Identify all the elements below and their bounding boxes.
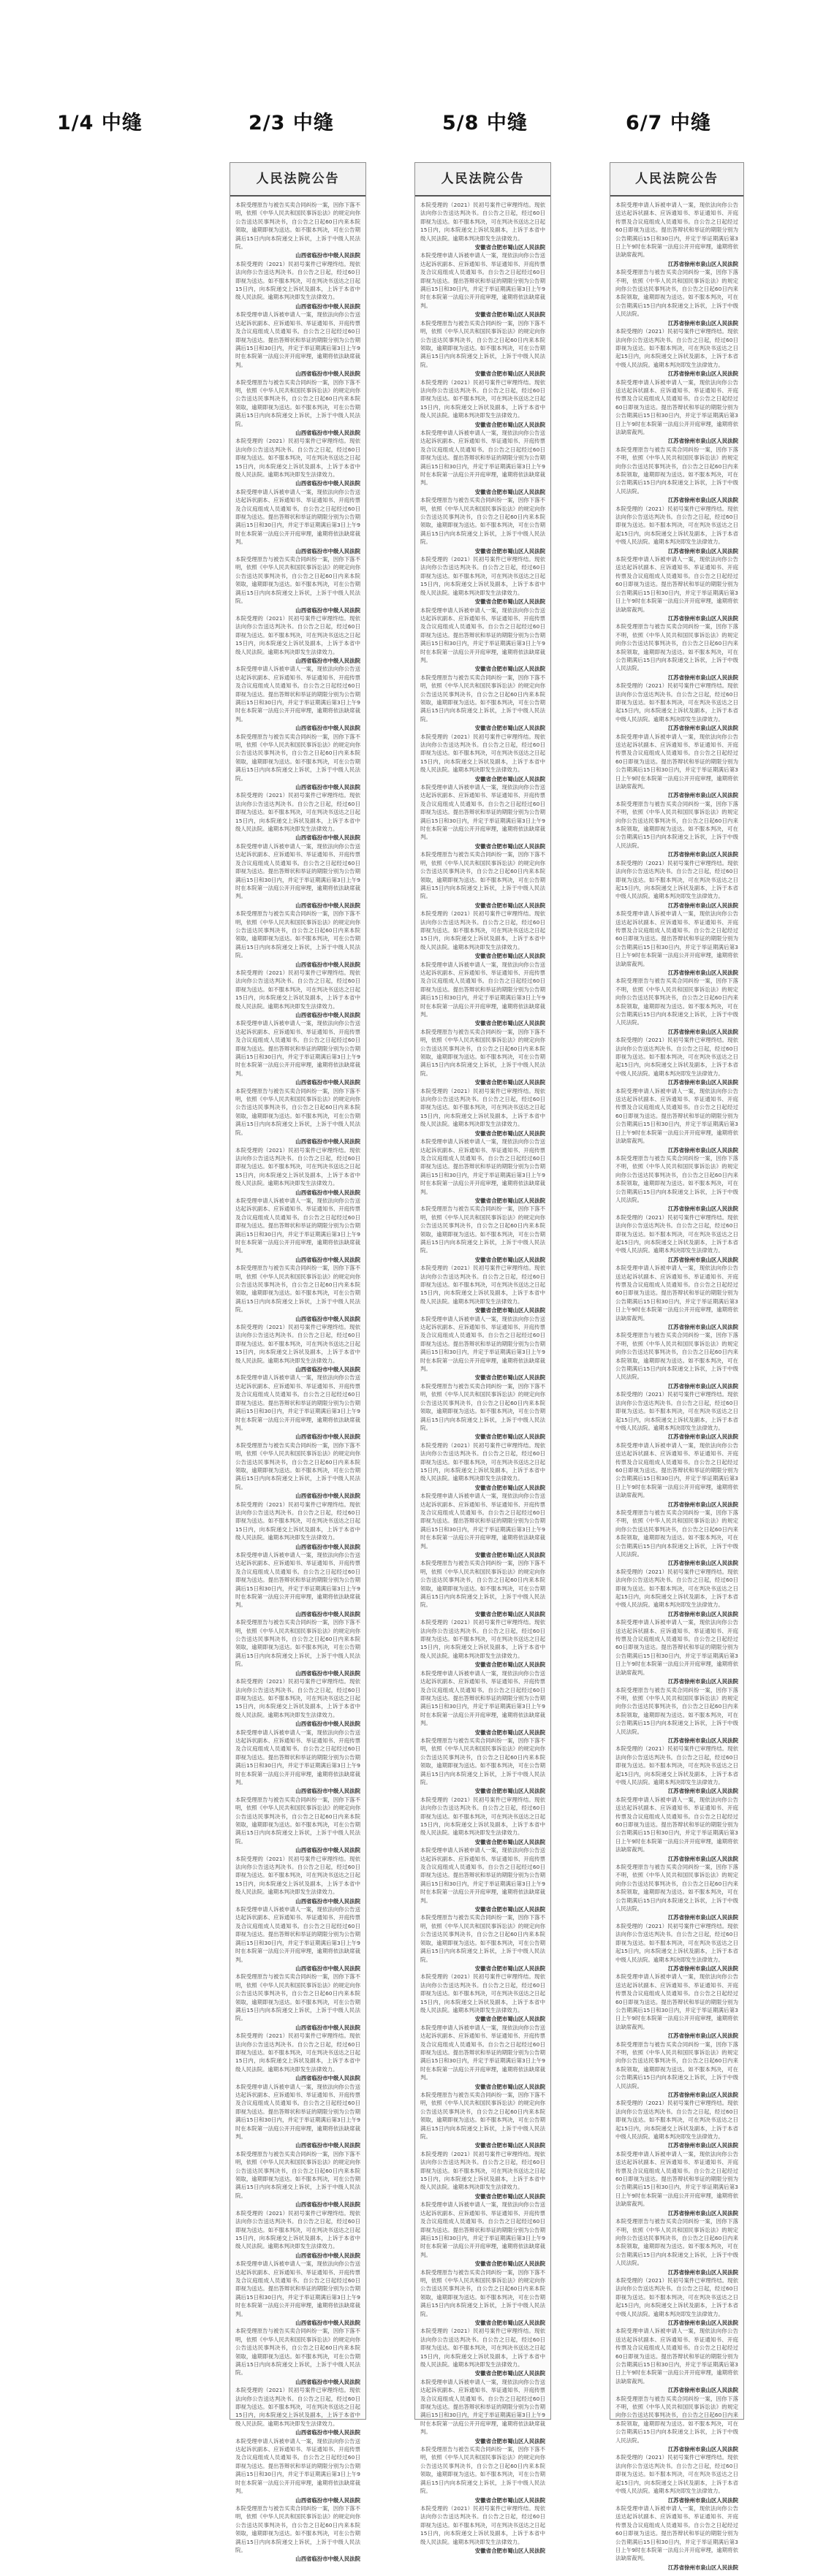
court-signature: 江苏省徐州市泉山区人民法院 xyxy=(667,2564,738,2571)
notice-entry: 本院受理原告与被告买卖合同纠纷一案，因你下落不明，依照《中华人民共和国民事诉讼法》的规定向你公告送达民事判决书，自公告之日起60日内来本院领取，逾期即视为送达。如不服本判决，可在公告期满后15日内向本院递交上诉状，上诉于中级人民法院。 xyxy=(235,1619,360,1668)
court-signature: 安徽省合肥市蜀山区人民法院 xyxy=(474,311,545,319)
court-signature: 山西省临汾市中级人民法院 xyxy=(295,1079,360,1086)
court-signature: 江苏省徐州市泉山区人民法院 xyxy=(667,1610,738,1617)
court-signature: 山西省临汾市中级人民法院 xyxy=(295,1897,360,1905)
notice-entry: 本院受理原告与被告买卖合同纠纷一案，因你下落不明，依照《中华人民共和国民事诉讼法》的规定向你公告送达民事判决书，自公告之日起60日内来本院领取，逾期即视为送达。如不服本判决，可在公告期满后15日内向本院递交上诉状，上诉于中级人民法院。 xyxy=(420,1205,545,1254)
court-signature: 安徽省合肥市蜀山区人民法院 xyxy=(474,1374,545,1382)
notice-entry: 本院受理原告与被告买卖合同纠纷一案，因你下落不明，依照《中华人民共和国民事诉讼法》的规定向你公告送达民事判决书，自公告之日起60日内来本院领取，逾期即视为送达。如不服本判决，可在公告期满后15日内向本院递交上诉状，上诉于中级人民法院。 xyxy=(615,2040,738,2089)
notice-entry: 本院受理申请人诉被申请人一案，现依法向你公告送达起诉状副本、应诉通知书、举证通知书、开庭传票及合议庭组成人员通知书。自公告之日起经过60日即视为送达。提出答辩状和举证的期限分别为公告期满后15日和30日内，并定于举证期满后第3日上午9时在本院第一法庭公开开庭审理，逾期将依法缺席裁判。 xyxy=(420,2378,545,2436)
court-signature: 山西省临汾市中级人民法院 xyxy=(295,1788,360,1795)
notice-entry: 本院受理的（2021）民初号案件已审理终结。现依法向你公告送达判决书。自公告之日起，经过60日即视为送达。如不服本判决，可在判决书送达之日起15日内，向本院递交上诉状及副本，上诉于本省中级人民法院。逾期本判决即发生法律效力。 xyxy=(235,2032,360,2073)
court-signature: 安徽省合肥市蜀山区人民法院 xyxy=(474,1965,545,1972)
court-signature: 江苏省徐州市泉山区人民法院 xyxy=(667,725,738,732)
notice-entry: 本院受理原告与被告买卖合同纠纷一案，因你下落不明，依照《中华人民共和国民事诉讼法》的规定向你公告送达民事判决书，自公告之日起60日内来本院领取，逾期即视为送达。如不服本判决，可在公告期满后15日内向本院递交上诉状，上诉于中级人民法院。 xyxy=(235,2150,360,2199)
notice-entry: 本院受理申请人诉被申请人一案，现依法向你公告送达起诉状副本、应诉通知书、举证通知书、开庭传票及合议庭组成人员通知书。自公告之日起经过60日即视为送达。提出答辩状和举证的期限分别为公告期满后15日和30日内，并定于举证期满后第3日上午9时在本院第一法庭公开开庭审理，逾期将依法缺席裁判。 xyxy=(235,1374,360,1431)
notice-entry: 本院受理的（2021）民初号案件已审理终结。现依法向你公告送达判决书。自公告之日起，经过60日即视为送达。如不服本判决，可在判决书送达之日起15日内，向本院递交上诉状及副本，上诉于本省中级人民法院。逾期本判决即发生法律效力。 xyxy=(420,378,545,419)
notice-entry: 本院受理原告与被告买卖合同纠纷一案，因你下落不明，依照《中华人民共和国民事诉讼法》的规定向你公告送达民事判决书，自公告之日起60日内来本院领取，逾期即视为送达。如不服本判决，可在公告期满后15日内向本院递交上诉状，上诉于中级人民法院。 xyxy=(420,2092,545,2141)
column-header: 人民法院公告 xyxy=(610,163,743,197)
notice-entry: 本院受理原告与被告买卖合同纠纷一案，因你下落不明，依照《中华人民共和国民事诉讼法》的规定向你公告送达民事判决书，自公告之日起60日内来本院领取，逾期即视为送达。如不服本判决，可在公告期满后15日内向本院递交上诉状，上诉于中级人民法院。 xyxy=(420,1382,545,1431)
notice-entry: 本院受理申请人诉被申请人一案，现依法向你公告送达起诉状副本、应诉通知书、举证通知书、开庭传票及合议庭组成人员通知书。自公告之日起经过60日即视为送达。提出答辩状和举证的期限分别为公告期满后15日和30日内，并定于举证期满后第3日上午9时在本院第一法庭公开开庭审理，逾期将依法缺席裁判。 xyxy=(420,2024,545,2081)
court-signature: 山西省临汾市中级人民法院 xyxy=(295,725,360,732)
court-signature: 江苏省徐州市泉山区人民法院 xyxy=(667,1501,738,1508)
court-signature: 江苏省徐州市泉山区人民法院 xyxy=(667,1382,738,1390)
notice-entry: 本院受理的（2021）民初号案件已审理终结。现依法向你公告送达判决书。自公告之日起，经过60日即视为送达。如不服本判决，可在判决书送达之日起15日内，向本院递交上诉状及副本，上诉于本省中级人民法院。逾期本判决即发生法律效力。 xyxy=(420,1265,545,1305)
court-signature: 江苏省徐州市泉山区人民法院 xyxy=(667,2319,738,2326)
court-signature: 安徽省合肥市蜀山区人民法院 xyxy=(474,1838,545,1845)
label-2-3: 2/3 中缝 xyxy=(249,112,334,134)
court-signature: 安徽省合肥市蜀山区人民法院 xyxy=(474,2016,545,2023)
court-signature: 江苏省徐州市泉山区人民法院 xyxy=(667,614,738,622)
notice-entry: 本院受理申请人诉被申请人一案，现依法向你公告送达起诉状副本、应诉通知书、举证通知书、开庭传票及合议庭组成人员通知书。自公告之日起经过60日即视为送达。提出答辩状和举证的期限分别为公告期满后15日和30日内，并定于举证期满后第3日上午9时在本院第一法庭公开开庭审理，逾期将依法缺席裁判。 xyxy=(420,1138,545,1195)
notice-entry: 本院受理原告与被告买卖合同纠纷一案，因你下落不明，依照《中华人民共和国民事诉讼法》的规定向你公告送达民事判决书，自公告之日起60日内来本院领取，逾期即视为送达。如不服本判决，可在公告期满后15日内向本院递交上诉状，上诉于中级人民法院。 xyxy=(615,2218,738,2267)
label-1-4: 1/4 中缝 xyxy=(57,112,143,134)
court-signature: 山西省临汾市中级人民法院 xyxy=(295,480,360,487)
court-signature: 山西省临汾市中级人民法院 xyxy=(295,429,360,436)
notice-entry: 本院受理申请人诉被申请人一案，现依法向你公告送达起诉状副本、应诉通知书、举证通知书、开庭传票及合议庭组成人员通知书。自公告之日起经过60日即视为送达。提出答辩状和举证的期限分别为公告期满后15日和30日内，并定于举证期满后第3日上午9时在本院第一法庭公开开庭审理，逾期将依法缺席裁判。 xyxy=(615,202,738,259)
notice-entry: 本院受理原告与被告买卖合同纠纷一案，因你下落不明，依照《中华人民共和国民事诉讼法》的规定向你公告送达民事判决书，自公告之日起60日内来本院领取，逾期即视为送达。如不服本判决，可在公告期满后15日内向本院递交上诉状，上诉于中级人民法院。 xyxy=(235,2504,360,2553)
notice-entry: 本院受理申请人诉被申请人一案，现依法向你公告送达起诉状副本、应诉通知书、举证通知书、开庭传票及合议庭组成人员通知书。自公告之日起经过60日即视为送达。提出答辩状和举证的期限分别为公告期满后15日和30日内，并定于举证期满后第3日上午9时在本院第一法庭公开开庭审理，逾期将依法缺席裁判。 xyxy=(615,733,738,790)
court-signature: 安徽省合肥市蜀山区人民法院 xyxy=(474,370,545,378)
notice-entry: 本院受理原告与被告买卖合同纠纷一案，因你下落不明，依照《中华人民共和国民事诉讼法》的规定向你公告送达民事判决书，自公告之日起60日内来本院领取，逾期即视为送达。如不服本判决，可在公告期满后15日内向本院递交上诉状，上诉于中级人民法院。 xyxy=(615,623,738,672)
notice-entry: 本院受理申请人诉被申请人一案，现依法向你公告送达起诉状副本、应诉通知书、举证通知书、开庭传票及合议庭组成人员通知书。自公告之日起经过60日即视为送达。提出答辩状和举证的期限分别为公告期满后15日和30日内，并定于举证期满后第3日上午9时在本院第一法庭公开开庭审理，逾期将依法缺席裁判。 xyxy=(235,311,360,368)
notice-entry: 本院受理申请人诉被申请人一案，现依法向你公告送达起诉状副本、应诉通知书、举证通知书、开庭传票及合议庭组成人员通知书。自公告之日起经过60日即视为送达。提出答辩状和举证的期限分别为公告期满后15日和30日内，并定于举证期满后第3日上午9时在本院第一法庭公开开庭审理，逾期将依法缺席裁判。 xyxy=(420,1493,545,1550)
notice-entry: 本院受理的（2021）民初号案件已审理终结。现依法向你公告送达判决书。自公告之日起，经过60日即视为送达。如不服本判决，可在判决书送达之日起15日内，向本院递交上诉状及副本，上诉于本省中级人民法院。逾期本判决即发生法律效力。 xyxy=(420,2150,545,2191)
notice-entry: 本院受理申请人诉被申请人一案，现依法向你公告送达起诉状副本、应诉通知书、举证通知书、开庭传票及合议庭组成人员通知书。自公告之日起经过60日即视为送达。提出答辩状和举证的期限分别为公告期满后15日和30日内，并定于举证期满后第3日上午9时在本院第一法庭公开开庭审理，逾期将依法缺席裁判。 xyxy=(235,1906,360,1963)
notice-entry: 本院受理原告与被告买卖合同纠纷一案，因你下落不明，依照《中华人民共和国民事诉讼法》的规定向你公告送达民事判决书，自公告之日起60日内来本院领取，逾期即视为送达。如不服本判决，可在公告期满后15日内向本院递交上诉状，上诉于中级人民法院。 xyxy=(615,1154,738,1203)
notice-entry: 本院受理的（2021）民初号案件已审理终结。现依法向你公告送达判决书。自公告之日起，经过60日即视为送达。如不服本判决，可在判决书送达之日起15日内，向本院递交上诉状及副本，上诉于本省中级人民法院。逾期本判决即发生法律效力。 xyxy=(420,1619,545,1659)
court-signature: 江苏省徐州市泉山区人民法院 xyxy=(667,370,738,378)
court-signature: 安徽省合肥市蜀山区人民法院 xyxy=(474,1729,545,1736)
notice-entry: 本院受理原告与被告买卖合同纠纷一案，因你下落不明，依照《中华人民共和国民事诉讼法》的规定向你公告送达民事判决书，自公告之日起60日内来本院领取，逾期即视为送达。如不服本判决，可在公告期满后15日内向本院递交上诉状，上诉于中级人民法院。 xyxy=(235,1087,360,1136)
court-signature: 山西省临汾市中级人民法院 xyxy=(295,657,360,664)
court-signature: 江苏省徐州市泉山区人民法院 xyxy=(667,2142,738,2149)
court-signature: 安徽省合肥市蜀山区人民法院 xyxy=(474,1788,545,1795)
notice-entry: 本院受理的（2021）民初号案件已审理终结。现依法向你公告送达判决书。自公告之日起，经过60日即视为送达。如不服本判决，可在判决书送达之日起15日内，向本院递交上诉状及副本，上诉于本省中级人民法院。逾期本判决即发生法律效力。 xyxy=(615,328,738,368)
court-signature: 江苏省徐州市泉山区人民法院 xyxy=(667,2496,738,2504)
notice-entry: 本院受理申请人诉被申请人一案，现依法向你公告送达起诉状副本、应诉通知书、举证通知书、开庭传票及合议庭组成人员通知书。自公告之日起经过60日即视为送达。提出答辩状和举证的期限分别为公告期满后15日和30日内，并定于举证期满后第3日上午9时在本院第一法庭公开开庭审理，逾期将依法缺席裁判。 xyxy=(420,1669,545,1727)
court-signature: 安徽省合肥市蜀山区人民法院 xyxy=(474,2547,545,2554)
notice-entry: 本院受理申请人诉被申请人一案，现依法向你公告送达起诉状副本、应诉通知书、举证通知书、开庭传票及合议庭组成人员通知书。自公告之日起经过60日即视为送达。提出答辩状和举证的期限分别为公告期满后15日和30日内，并定于举证期满后第3日上午9时在本院第一法庭公开开庭审理，逾期将依法缺席裁判。 xyxy=(420,1315,545,1373)
court-signature: 山西省临汾市中级人民法院 xyxy=(295,1493,360,1500)
court-signature: 江苏省徐州市泉山区人民法院 xyxy=(667,1324,738,1331)
notice-entry: 本院受理原告与被告买卖合同纠纷一案，因你下落不明，依照《中华人民共和国民事诉讼法》的规定向你公告送达民事判决书，自公告之日起60日内来本院领取，逾期即视为送达。如不服本判决，可在公告期满后15日内向本院递交上诉状，上诉于中级人民法院。 xyxy=(615,1686,738,1735)
notice-entry: 本院受理申请人诉被申请人一案，现依法向你公告送达起诉状副本、应诉通知书、举证通知书、开庭传票及合议庭组成人员通知书。自公告之日起经过60日即视为送达。提出答辩状和举证的期限分别为公告期满后15日和30日内，并定于举证期满后第3日上午9时在本院第一法庭公开开庭审理，逾期将依法缺席裁判。 xyxy=(615,1265,738,1322)
notice-entry: 本院受理原告与被告买卖合同纠纷一案，因你下落不明，依照《中华人民共和国民事诉讼法》的规定向你公告送达民事判决书，自公告之日起60日内来本院领取，逾期即视为送达。如不服本判决，可在公告期满后15日内向本院递交上诉状，上诉于中级人民法院。 xyxy=(235,1265,360,1314)
notice-entry: 本院受理的（2021）民初号案件已审理终结。现依法向你公告送达判决书。自公告之日起，经过60日即视为送达。如不服本判决，可在判决书送达之日起15日内，向本院递交上诉状及副本，上诉于本省中级人民法院。逾期本判决即发生法律效力。 xyxy=(420,733,545,774)
notice-entry: 本院受理的（2021）民初号案件已审理终结。现依法向你公告送达判决书。自公告之日起，经过60日即视为送达。如不服本判决，可在判决书送达之日起15日内，向本院递交上诉状及副本，上诉于本省中级人民法院。逾期本判决即发生法律效力。 xyxy=(235,1501,360,1542)
court-signature: 安徽省合肥市蜀山区人民法院 xyxy=(474,953,545,960)
court-signature: 安徽省合肥市蜀山区人民法院 xyxy=(474,2192,545,2200)
notice-entry: 本院受理的（2021）民初号案件已审理终结。现依法向你公告送达判决书。自公告之日起，经过60日即视为送达。如不服本判决，可在判决书送达之日起15日内，向本院递交上诉状及副本，上诉于本省中级人民法院。逾期本判决即发生法律效力。 xyxy=(235,792,360,833)
court-signature: 安徽省合肥市蜀山区人民法院 xyxy=(474,775,545,782)
notice-entry: 本院受理原告与被告买卖合同纠纷一案，因你下落不明，依照《中华人民共和国民事诉讼法》的规定向你公告送达民事判决书，自公告之日起60日内来本院领取，逾期即视为送达。如不服本判决，可在公告期满后15日内向本院递交上诉状，上诉于中级人民法院。 xyxy=(420,851,545,900)
court-signature: 山西省临汾市中级人民法院 xyxy=(295,1669,360,1677)
court-signature: 江苏省徐州市泉山区人民法院 xyxy=(667,1256,738,1263)
court-signature: 山西省临汾市中级人民法院 xyxy=(295,2556,360,2563)
court-signature: 山西省临汾市中级人民法院 xyxy=(295,606,360,614)
court-signature: 安徽省合肥市蜀山区人民法院 xyxy=(474,1256,545,1263)
court-signature: 山西省临汾市中级人民法院 xyxy=(295,252,360,259)
court-signature: 山西省临汾市中级人民法院 xyxy=(295,1189,360,1196)
notice-entry: 本院受理申请人诉被申请人一案，现依法向你公告送达起诉状副本、应诉通知书、举证通知书、开庭传票及合议庭组成人员通知书。自公告之日起经过60日即视为送达。提出答辩状和举证的期限分别为公告期满后15日和30日内，并定于举证期满后第3日上午9时在本院第一法庭公开开庭审理，逾期将依法缺席裁判。 xyxy=(615,556,738,613)
court-signature: 山西省临汾市中级人民法院 xyxy=(295,2024,360,2031)
notice-entry: 本院受理原告与被告买卖合同纠纷一案，因你下落不明，依照《中华人民共和国民事诉讼法》的规定向你公告送达民事判决书，自公告之日起60日内来本院领取，逾期即视为送达。如不服本判决，可在公告期满后15日内向本院递交上诉状，上诉于中级人民法院。 xyxy=(615,800,738,849)
notice-entry: 本院受理原告与被告买卖合同纠纷一案，因你下落不明，依照《中华人民共和国民事诉讼法》的规定向你公告送达民事判决书，自公告之日起60日内来本院领取，逾期即视为送达。如不服本判决，可在公告期满后15日内向本院递交上诉状，上诉于中级人民法院。 xyxy=(235,1796,360,1845)
court-signature: 山西省临汾市中级人民法院 xyxy=(295,1366,360,1373)
court-signature: 山西省临汾市中级人民法院 xyxy=(295,1610,360,1617)
notice-entry: 本院受理原告与被告买卖合同纠纷一案，因你下落不明，依照《中华人民共和国民事诉讼法》的规定向你公告送达民事判决书，自公告之日起60日内来本院领取，逾期即视为送达。如不服本判决，可在公告期满后15日内向本院递交上诉状，上诉于中级人民法院。 xyxy=(420,1560,545,1609)
notice-entry: 本院受理申请人诉被申请人一案，现依法向你公告送达起诉状副本、应诉通知书、举证通知书、开庭传票及合议庭组成人员通知书。自公告之日起经过60日即视为送达。提出答辩状和举证的期限分别为公告期满后15日和30日内，并定于举证期满后第3日上午9时在本院第一法庭公开开庭审理，逾期将依法缺席裁判。 xyxy=(420,429,545,487)
column-header: 人民法院公告 xyxy=(415,163,550,197)
notice-entry: 本院受理申请人诉被申请人一案，现依法向你公告送达起诉状副本、应诉通知书、举证通知书、开庭传票及合议庭组成人员通知书。自公告之日起经过60日即视为送达。提出答辩状和举证的期限分别为公告期满后15日和30日内，并定于举证期满后第3日上午9时在本院第一法庭公开开庭审理，逾期将依法缺席裁判。 xyxy=(235,488,360,546)
court-signature: 安徽省合肥市蜀山区人民法院 xyxy=(474,1129,545,1137)
court-signature: 山西省临汾市中级人民法院 xyxy=(295,2075,360,2082)
notice-entry: 本院受理申请人诉被申请人一案，现依法向你公告送达起诉状副本、应诉通知书、举证通知书、开庭传票及合议庭组成人员通知书。自公告之日起经过60日即视为送达。提出答辩状和举证的期限分别为公告期满后15日和30日内，并定于举证期满后第3日上午9时在本院第一法庭公开开庭审理，逾期将依法缺席裁判。 xyxy=(420,606,545,663)
notice-entry: 本院受理原告与被告买卖合同纠纷一案，因你下落不明，依照《中华人民共和国民事诉讼法》的规定向你公告送达民事判决书，自公告之日起60日内来本院领取，逾期即视为送达。如不服本判决，可在公告期满后15日内向本院递交上诉状，上诉于中级人民法院。 xyxy=(235,378,360,427)
notice-entry: 本院受理原告与被告买卖合同纠纷一案，因你下落不明，依照《中华人民共和国民事诉讼法》的规定向你公告送达民事判决书，自公告之日起60日内来本院领取，逾期即视为送达。如不服本判决，可在公告期满后15日内向本院递交上诉状，上诉于中级人民法院。 xyxy=(235,910,360,959)
notice-entry: 本院受理的（2021）民初号案件已审理终结。现依法向你公告送达判决书。自公告之日起，经过60日即视为送达。如不服本判决，可在判决书送达之日起15日内，向本院递交上诉状及副本，上诉于本省中级人民法院。逾期本判决即发生法律效力。 xyxy=(235,438,360,478)
court-signature: 安徽省合肥市蜀山区人民法院 xyxy=(474,1079,545,1086)
notice-entry: 本院受理原告与被告买卖合同纠纷一案，因你下落不明，依照《中华人民共和国民事诉讼法》的规定向你公告送达民事判决书，自公告之日起60日内来本院领取，逾期即视为送达。如不服本判决，可在公告期满后15日内向本院递交上诉状，上诉于中级人民法院。 xyxy=(615,1864,738,1913)
notice-entry: 本院受理的（2021）民初号案件已审理终结。现依法向你公告送达判决书。自公告之日起，经过60日即视为送达。如不服本判决，可在判决书送达之日起15日内，向本院递交上诉状及副本，上诉于本省中级人民法院。逾期本判决即发生法律效力。 xyxy=(235,1855,360,1896)
court-signature: 安徽省合肥市蜀山区人民法院 xyxy=(474,421,545,428)
notice-entry: 本院受理原告与被告买卖合同纠纷一案，因你下落不明，依照《中华人民共和国民事诉讼法》的规定向你公告送达民事判决书，自公告之日起60日内来本院领取，逾期即视为送达。如不服本判决，可在公告期满后15日内向本院递交上诉状，上诉于中级人民法院。 xyxy=(235,202,360,251)
notice-entry: 本院受理原告与被告买卖合同纠纷一案，因你下落不明，依照《中华人民共和国民事诉讼法》的规定向你公告送达民事判决书，自公告之日起60日内来本院领取，逾期即视为送达。如不服本判决，可在公告期满后15日内向本院递交上诉状，上诉于中级人民法院。 xyxy=(615,1332,738,1381)
court-signature: 江苏省徐州市泉山区人民法院 xyxy=(667,1678,738,1685)
court-signature: 江苏省徐州市泉山区人民法院 xyxy=(667,547,738,555)
court-signature: 江苏省徐州市泉山区人民法院 xyxy=(667,1855,738,1862)
notice-entry: 本院受理申请人诉被申请人一案，现依法向你公告送达起诉状副本、应诉通知书、举证通知书、开庭传票及合议庭组成人员通知书。自公告之日起经过60日即视为送达。提出答辩状和举证的期限分别为公告期满后15日和30日内，并定于举证期满后第3日上午9时在本院第一法庭公开开庭审理，逾期将依法缺席裁判。 xyxy=(615,2150,738,2208)
court-signature: 安徽省合肥市蜀山区人民法院 xyxy=(474,1020,545,1027)
court-signature: 安徽省合肥市蜀山区人民法院 xyxy=(474,842,545,850)
notice-entry: 本院受理的（2021）民初号案件已审理终结。现依法向你公告送达判决书。自公告之日起，经过60日即视为送达。如不服本判决，可在判决书送达之日起15日内，向本院递交上诉状及副本，上诉于本省中级人民法院。逾期本判决即发生法律效力。 xyxy=(615,2276,738,2317)
notice-entry: 本院受理申请人诉被申请人一案，现依法向你公告送达起诉状副本、应诉通知书、举证通知书、开庭传票及合议庭组成人员通知书。自公告之日起经过60日即视为送达。提出答辩状和举证的期限分别为公告期满后15日和30日内，并定于举证期满后第3日上午9时在本院第一法庭公开开庭审理，逾期将依法缺席裁判。 xyxy=(615,2328,738,2385)
notice-entry: 本院受理的（2021）民初号案件已审理终结。现依法向你公告送达判决书。自公告之日起，经过60日即视为送达。如不服本判决，可在判决书送达之日起15日内，向本院递交上诉状及副本，上诉于本省中级人民法院。逾期本判决即发生法律效力。 xyxy=(420,910,545,950)
court-signature: 安徽省合肥市蜀山区人民法院 xyxy=(474,598,545,606)
notice-entry: 本院受理的（2021）民初号案件已审理终结。现依法向你公告送达判决书。自公告之日起，经过60日即视为送达。如不服本判决，可在判决书送达之日起15日内，向本院递交上诉状及副本，上诉于本省中级人民法院。逾期本判决即发生法律效力。 xyxy=(615,2100,738,2141)
notice-entry: 本院受理申请人诉被申请人一案，现依法向你公告送达起诉状副本、应诉通知书、举证通知书、开庭传票及合议庭组成人员通知书。自公告之日起经过60日即视为送达。提出答辩状和举证的期限分别为公告期满后15日和30日内，并定于举证期满后第3日上午9时在本院第一法庭公开开庭审理，逾期将依法缺席裁判。 xyxy=(420,2201,545,2258)
notice-entry: 本院受理原告与被告买卖合同纠纷一案，因你下落不明，依照《中华人民共和国民事诉讼法》的规定向你公告送达民事判决书，自公告之日起60日内来本院领取，逾期即视为送达。如不服本判决，可在公告期满后15日内向本院递交上诉状，上诉于中级人民法院。 xyxy=(235,1973,360,2022)
court-signature: 江苏省徐州市泉山区人民法院 xyxy=(667,902,738,909)
notice-entry: 本院受理申请人诉被申请人一案，现依法向你公告送达起诉状副本、应诉通知书、举证通知书、开庭传票及合议庭组成人员通知书。自公告之日起经过60日即视为送达。提出答辩状和举证的期限分别为公告期满后15日和30日内，并定于举证期满后第3日上午9时在本院第一法庭公开开庭审理，逾期将依法缺席裁判。 xyxy=(615,378,738,435)
court-signature: 江苏省徐州市泉山区人民法院 xyxy=(667,1965,738,1972)
court-signature: 山西省临汾市中级人民法院 xyxy=(295,2378,360,2385)
court-signature: 安徽省合肥市蜀山区人民法院 xyxy=(474,2083,545,2090)
court-signature: 山西省临汾市中级人民法院 xyxy=(295,961,360,968)
notice-entry: 本院受理申请人诉被申请人一案，现依法向你公告送达起诉状副本、应诉通知书、举证通知书、开庭传票及合议庭组成人员通知书。自公告之日起经过60日即视为送达。提出答辩状和举证的期限分别为公告期满后15日和30日内，并定于举证期满后第3日上午9时在本院第一法庭公开开庭审理，逾期将依法缺席裁判。 xyxy=(235,2437,360,2495)
notice-entry: 本院受理申请人诉被申请人一案，现依法向你公告送达起诉状副本、应诉通知书、举证通知书、开庭传票及合议庭组成人员通知书。自公告之日起经过60日即视为送达。提出答辩状和举证的期限分别为公告期满后15日和30日内，并定于举证期满后第3日上午9时在本院第一法庭公开开庭审理，逾期将依法缺席裁判。 xyxy=(235,2083,360,2141)
court-signature: 江苏省徐州市泉山区人民法院 xyxy=(667,792,738,799)
court-signature: 安徽省合肥市蜀山区人民法院 xyxy=(474,1610,545,1617)
court-signature: 安徽省合肥市蜀山区人民法院 xyxy=(474,666,545,673)
notice-entry: 本院受理原告与被告买卖合同纠纷一案，因你下落不明，依照《中华人民共和国民事诉讼法》的规定向你公告送达民事判决书，自公告之日起60日内来本院领取，逾期即视为送达。如不服本判决，可在公告期满后15日内向本院递交上诉状，上诉于中级人民法院。 xyxy=(615,2395,738,2444)
notice-entry: 本院受理原告与被告买卖合同纠纷一案，因你下落不明，依照《中华人民共和国民事诉讼法》的规定向你公告送达民事判决书，自公告之日起60日内来本院领取，逾期即视为送达。如不服本判决，可在公告期满后15日内向本院递交上诉状，上诉于中级人民法院。 xyxy=(420,2446,545,2495)
notice-entry: 本院受理的（2021）民初号案件已审理终结。现依法向你公告送达判决书。自公告之日起，经过60日即视为送达。如不服本判决，可在判决书送达之日起15日内，向本院递交上诉状及副本，上诉于本省中级人民法院。逾期本判决即发生法律效力。 xyxy=(235,614,360,655)
court-signature: 江苏省徐州市泉山区人民法院 xyxy=(667,969,738,976)
notice-entry: 本院受理原告与被告买卖合同纠纷一案，因你下落不明，依照《中华人民共和国民事诉讼法》的规定向你公告送达民事判决书，自公告之日起60日内来本院领取，逾期即视为送达。如不服本判决，可在公告期满后15日内向本院递交上诉状，上诉于中级人民法院。 xyxy=(235,2328,360,2377)
court-signature: 山西省临汾市中级人民法院 xyxy=(295,302,360,310)
notice-entry: 本院受理申请人诉被申请人一案，现依法向你公告送达起诉状副本、应诉通知书、举证通知书、开庭传票及合议庭组成人员通知书。自公告之日起经过60日即视为送达。提出答辩状和举证的期限分别为公告期满后15日和30日内，并定于举证期满后第3日上午9时在本院第一法庭公开开庭审理，逾期将依法缺席裁判。 xyxy=(615,1619,738,1676)
column-body xyxy=(230,197,365,2568)
court-signature: 山西省临汾市中级人民法院 xyxy=(295,902,360,909)
notice-column-2 xyxy=(414,162,551,2554)
notice-entry: 本院受理原告与被告买卖合同纠纷一案，因你下落不明，依照《中华人民共和国民事诉讼法》的规定向你公告送达民事判决书，自公告之日起60日内来本院领取，逾期即视为送达。如不服本判决，可在公告期满后15日内向本院递交上诉状，上诉于中级人民法院。 xyxy=(235,1441,360,1490)
court-signature: 安徽省合肥市蜀山区人民法院 xyxy=(474,2319,545,2326)
court-signature: 山西省临汾市中级人民法院 xyxy=(295,2496,360,2504)
court-signature: 江苏省徐州市泉山区人民法院 xyxy=(667,2032,738,2040)
court-signature: 山西省临汾市中级人民法院 xyxy=(295,2201,360,2209)
notice-entry: 本院受理申请人诉被申请人一案，现依法向你公告送达起诉状副本、应诉通知书、举证通知书、开庭传票及合议庭组成人员通知书。自公告之日起经过60日即视为送达。提出答辩状和举证的期限分别为公告期满后15日和30日内，并定于举证期满后第3日上午9时在本院第一法庭公开开庭审理，逾期将依法缺席裁判。 xyxy=(615,1796,738,1853)
notice-entry: 本院受理的（2021）民初号案件已审理终结。现依法向你公告送达判决书。自公告之日起，经过60日即视为送达。如不服本判决，可在判决书送达之日起15日内，向本院递交上诉状及副本，上诉于本省中级人民法院。逾期本判决即发生法律效力。 xyxy=(235,260,360,301)
notice-entry: 本院受理原告与被告买卖合同纠纷一案，因你下落不明，依照《中华人民共和国民事诉讼法》的规定向你公告送达民事判决书，自公告之日起60日内来本院领取，逾期即视为送达。如不服本判决，可在公告期满后15日内向本院递交上诉状，上诉于中级人民法院。 xyxy=(615,978,738,1026)
notice-entry: 本院受理的（2021）民初号案件已审理终结。现依法向你公告送达判决书。自公告之日起，经过60日即视为送达。如不服本判决，可在判决书送达之日起15日内，向本院递交上诉状及副本，上诉于本省中级人民法院。逾期本判决即发生法律效力。 xyxy=(420,1441,545,1482)
notice-entry: 本院受理原告与被告买卖合同纠纷一案，因你下落不明，依照《中华人民共和国民事诉讼法》的规定向你公告送达民事判决书，自公告之日起60日内来本院领取，逾期即视为送达。如不服本判决，可在公告期满后15日内向本院递交上诉状，上诉于中级人民法院。 xyxy=(420,674,545,723)
notice-entry: 本院受理申请人诉被申请人一案，现依法向你公告送达起诉状副本、应诉通知书、举证通知书、开庭传票及合议庭组成人员通知书。自公告之日起经过60日即视为送达。提出答辩状和举证的期限分别为公告期满后15日和30日内，并定于举证期满后第3日上午9时在本院第一法庭公开开庭审理，逾期将依法缺席裁判。 xyxy=(420,252,545,309)
notice-entry: 本院受理申请人诉被申请人一案，现依法向你公告送达起诉状副本、应诉通知书、举证通知书、开庭传票及合议庭组成人员通知书。自公告之日起经过60日即视为送达。提出答辩状和举证的期限分别为公告期满后15日和30日内，并定于举证期满后第3日上午9时在本院第一法庭公开开庭审理，逾期将依法缺席裁判。 xyxy=(420,1847,545,1904)
notice-entry: 本院受理的（2021）民初号案件已审理终结。现依法向你公告送达判决书。自公告之日起，经过60日即视为送达。如不服本判决，可在判决书送达之日起15日内，向本院递交上诉状及副本，上诉于本省中级人民法院。逾期本判决即发生法律效力。 xyxy=(235,1678,360,1718)
court-signature: 江苏省徐州市泉山区人民法院 xyxy=(667,1737,738,1744)
notice-entry: 本院受理原告与被告买卖合同纠纷一案，因你下落不明，依照《中华人民共和国民事诉讼法》的规定向你公告送达民事判决书，自公告之日起60日内来本院领取，逾期即视为送达。如不服本判决，可在公告期满后15日内向本院递交上诉状，上诉于中级人民法院。 xyxy=(615,446,738,495)
notice-entry: 本院受理的（2021）民初号案件已审理终结。现依法向你公告送达判决书。自公告之日起，经过60日即视为送达。如不服本判决，可在判决书送达之日起15日内，向本院递交上诉状及副本，上诉于本省中级人民法院。逾期本判决即发生法律效力。 xyxy=(420,2328,545,2368)
notice-entry: 本院受理原告与被告买卖合同纠纷一案，因你下落不明，依照《中华人民共和国民事诉讼法》的规定向你公告送达民事判决书，自公告之日起60日内来本院领取，逾期即视为送达。如不服本判决，可在公告期满后15日内向本院递交上诉状，上诉于中级人民法院。 xyxy=(615,269,738,318)
court-signature: 安徽省合肥市蜀山区人民法院 xyxy=(474,2496,545,2504)
notice-entry: 本院受理原告与被告买卖合同纠纷一案，因你下落不明，依照《中华人民共和国民事诉讼法》的规定向你公告送达民事判决书，自公告之日起60日内来本院领取，逾期即视为送达。如不服本判决，可在公告期满后15日内向本院递交上诉状，上诉于中级人民法院。 xyxy=(420,319,545,368)
notice-entry: 本院受理申请人诉被申请人一案，现依法向你公告送达起诉状副本、应诉通知书、举证通知书、开庭传票及合议庭组成人员通知书。自公告之日起经过60日即视为送达。提出答辩状和举证的期限分别为公告期满后15日和30日内，并定于举证期满后第3日上午9时在本院第一法庭公开开庭审理，逾期将依法缺席裁判。 xyxy=(235,2260,360,2317)
notice-entry: 本院受理的（2021）民初号案件已审理终结。现依法向你公告送达判决书。自公告之日起，经过60日即视为送达。如不服本判决，可在判决书送达之日起15日内，向本院递交上诉状及副本，上诉于本省中级人民法院。逾期本判决即发生法律效力。 xyxy=(615,1745,738,1786)
court-signature: 江苏省徐州市泉山区人民法院 xyxy=(667,2209,738,2217)
court-signature: 山西省临汾市中级人民法院 xyxy=(295,2429,360,2436)
court-signature: 山西省临汾市中级人民法院 xyxy=(295,1543,360,1550)
court-signature: 山西省临汾市中级人民法院 xyxy=(295,834,360,842)
notice-entry: 本院受理的（2021）民初号案件已审理终结。现依法向你公告送达判决书。自公告之日起，经过60日即视为送达。如不服本判决，可在判决书送达之日起15日内，向本院递交上诉状及副本，上诉于本省中级人民法院。逾期本判决即发生法律效力。 xyxy=(615,2454,738,2495)
notice-entry: 本院受理原告与被告买卖合同纠纷一案，因你下落不明，依照《中华人民共和国民事诉讼法》的规定向你公告送达民事判决书，自公告之日起60日内来本院领取，逾期即视为送达。如不服本判决，可在公告期满后15日内向本院递交上诉状，上诉于中级人民法院。 xyxy=(235,733,360,782)
court-signature: 江苏省徐州市泉山区人民法院 xyxy=(667,2092,738,2098)
court-signature: 江苏省徐州市泉山区人民法院 xyxy=(667,1914,738,1921)
notice-entry: 本院受理申请人诉被申请人一案，现依法向你公告送达起诉状副本、应诉通知书、举证通知书、开庭传票及合议庭组成人员通知书。自公告之日起经过60日即视为送达。提出答辩状和举证的期限分别为公告期满后15日和30日内，并定于举证期满后第3日上午9时在本院第一法庭公开开庭审理，逾期将依法缺席裁判。 xyxy=(615,1441,738,1499)
court-signature: 江苏省徐州市泉山区人民法院 xyxy=(667,851,738,858)
notice-entry: 本院受理原告与被告买卖合同纠纷一案，因你下落不明，依照《中华人民共和国民事诉讼法》的规定向你公告送达民事判决书，自公告之日起60日内来本院领取，逾期即视为送达。如不服本判决，可在公告期满后15日内向本院递交上诉状，上诉于中级人民法院。 xyxy=(420,1914,545,1963)
notice-entry: 本院受理申请人诉被申请人一案，现依法向你公告送达起诉状副本、应诉通知书、举证通知书、开庭传票及合议庭组成人员通知书。自公告之日起经过60日即视为送达。提出答辩状和举证的期限分别为公告期满后15日和30日内，并定于举证期满后第3日上午9时在本院第一法庭公开开庭审理，逾期将依法缺席裁判。 xyxy=(420,784,545,841)
court-signature: 山西省临汾市中级人民法院 xyxy=(295,1965,360,1972)
court-signature: 安徽省合肥市蜀山区人民法院 xyxy=(474,1906,545,1913)
notice-entry: 本院受理申请人诉被申请人一案，现依法向你公告送达起诉状副本、应诉通知书、举证通知书、开庭传票及合议庭组成人员通知书。自公告之日起经过60日即视为送达。提出答辩状和举证的期限分别为公告期满后15日和30日内，并定于举证期满后第3日上午9时在本院第一法庭公开开庭审理，逾期将依法缺席裁判。 xyxy=(420,961,545,1018)
notice-entry: 本院受理的（2021）民初号案件已审理终结。现依法向你公告送达判决书。自公告之日起，经过60日即视为送达。如不服本判决，可在判决书送达之日起15日内，向本院递交上诉状及副本，上诉于本省中级人民法院。逾期本判决即发生法律效力。 xyxy=(615,1213,738,1254)
court-signature: 江苏省徐州市泉山区人民法院 xyxy=(667,2268,738,2276)
court-signature: 安徽省合肥市蜀山区人民法院 xyxy=(474,1197,545,1204)
notice-column-3 xyxy=(610,162,744,2571)
court-signature: 安徽省合肥市蜀山区人民法院 xyxy=(474,2142,545,2149)
court-signature: 安徽省合肥市蜀山区人民法院 xyxy=(474,2437,545,2444)
notice-entry: 本院受理的（2021）民初号案件已审理终结。现依法向你公告送达判决书。自公告之日起，经过60日即视为送达。如不服本判决，可在判决书送达之日起15日内，向本院递交上诉状及副本，上诉于本省中级人民法院。逾期本判决即发生法律效力。 xyxy=(235,2209,360,2250)
court-signature: 山西省临汾市中级人民法院 xyxy=(295,1433,360,1441)
notice-entry: 本院受理原告与被告买卖合同纠纷一案，因你下落不明，依照《中华人民共和国民事诉讼法》的规定向你公告送达民事判决书，自公告之日起60日内来本院领取，逾期即视为送达。如不服本判决，可在公告期满后15日内向本院递交上诉状，上诉于中级人民法院。 xyxy=(420,1737,545,1786)
court-signature: 安徽省合肥市蜀山区人民法院 xyxy=(474,1661,545,1669)
court-signature: 安徽省合肥市蜀山区人民法院 xyxy=(474,2260,545,2268)
column-header: 人民法院公告 xyxy=(230,163,365,197)
court-signature: 山西省临汾市中级人民法院 xyxy=(295,2319,360,2326)
court-signature: 江苏省徐州市泉山区人民法院 xyxy=(667,260,738,267)
court-signature: 山西省临汾市中级人民法院 xyxy=(295,547,360,555)
notice-entry: 本院受理申请人诉被申请人一案，现依法向你公告送达起诉状副本、应诉通知书、举证通知书、开庭传票及合议庭组成人员通知书。自公告之日起经过60日即视为送达。提出答辩状和举证的期限分别为公告期满后15日和30日内，并定于举证期满后第3日上午9时在本院第一法庭公开开庭审理，逾期将依法缺席裁判。 xyxy=(235,842,360,900)
court-signature: 安徽省合肥市蜀山区人民法院 xyxy=(474,1484,545,1491)
court-signature: 安徽省合肥市蜀山区人民法院 xyxy=(474,725,545,732)
notice-entry: 本院受理申请人诉被申请人一案，现依法向你公告送达起诉状副本、应诉通知书、举证通知书、开庭传票及合议庭组成人员通知书。自公告之日起经过60日即视为送达。提出答辩状和举证的期限分别为公告期满后15日和30日内，并定于举证期满后第3日上午9时在本院第一法庭公开开庭审理，逾期将依法缺席裁判。 xyxy=(235,1552,360,1609)
court-signature: 江苏省徐州市泉山区人民法院 xyxy=(667,1205,738,1213)
notice-entry: 本院受理申请人诉被申请人一案，现依法向你公告送达起诉状副本、应诉通知书、举证通知书、开庭传票及合议庭组成人员通知书。自公告之日起经过60日即视为送达。提出答辩状和举证的期限分别为公告期满后15日和30日内，并定于举证期满后第3日上午9时在本院第一法庭公开开庭审理，逾期将依法缺席裁判。 xyxy=(615,2504,738,2562)
notice-entry: 本院受理的（2021）民初号案件已审理终结。现依法向你公告送达判决书。自公告之日起，经过60日即视为送达。如不服本判决，可在判决书送达之日起15日内，向本院递交上诉状及副本，上诉于本省中级人民法院。逾期本判决即发生法律效力。 xyxy=(615,1037,738,1077)
notice-entry: 本院受理的（2021）民初号案件已审理终结。现依法向你公告送达判决书。自公告之日起，经过60日即视为送达。如不服本判决，可在判决书送达之日起15日内，向本院递交上诉状及副本，上诉于本省中级人民法院。逾期本判决即发生法律效力。 xyxy=(615,682,738,723)
court-signature: 安徽省合肥市蜀山区人民法院 xyxy=(474,244,545,251)
court-signature: 江苏省徐州市泉山区人民法院 xyxy=(667,1079,738,1086)
notice-entry: 本院受理原告与被告买卖合同纠纷一案，因你下落不明，依照《中华人民共和国民事诉讼法》的规定向你公告送达民事判决书，自公告之日起60日内来本院领取，逾期即视为送达。如不服本判决，可在公告期满后15日内向本院递交上诉状，上诉于中级人民法院。 xyxy=(420,2268,545,2317)
notice-entry: 本院受理的（2021）民初号案件已审理终结。现依法向你公告送达判决书。自公告之日起，经过60日即视为送达。如不服本判决，可在判决书送达之日起15日内，向本院递交上诉状及副本，上诉于本省中级人民法院。逾期本判决即发生法律效力。 xyxy=(235,969,360,1010)
notice-entry: 本院受理申请人诉被申请人一案，现依法向你公告送达起诉状副本、应诉通知书、举证通知书、开庭传票及合议庭组成人员通知书。自公告之日起经过60日即视为送达。提出答辩状和举证的期限分别为公告期满后15日和30日内，并定于举证期满后第3日上午9时在本院第一法庭公开开庭审理，逾期将依法缺席裁判。 xyxy=(235,1729,360,1786)
court-signature: 山西省临汾市中级人民法院 xyxy=(295,784,360,791)
court-signature: 安徽省合肥市蜀山区人民法院 xyxy=(474,902,545,909)
notice-entry: 本院受理的（2021）民初号案件已审理终结。现依法向你公告送达判决书。自公告之日起，经过60日即视为送达。如不服本判决，可在判决书送达之日起15日内，向本院递交上诉状及副本，上诉于本省中级人民法院。逾期本判决即发生法律效力。 xyxy=(235,1146,360,1187)
notice-column-1 xyxy=(230,162,366,2563)
notice-entry: 本院受理的（2021）民初号案件已审理终结。现依法向你公告送达判决书。自公告之日起，经过60日即视为送达。如不服本判决，可在判决书送达之日起15日内，向本院递交上诉状及副本，上诉于本省中级人民法院。逾期本判决即发生法律效力。 xyxy=(235,2387,360,2427)
court-signature: 山西省临汾市中级人民法院 xyxy=(295,1138,360,1146)
court-signature: 山西省临汾市中级人民法院 xyxy=(295,2142,360,2149)
court-signature: 江苏省徐州市泉山区人民法院 xyxy=(667,1028,738,1035)
notice-entry: 本院受理申请人诉被申请人一案，现依法向你公告送达起诉状副本、应诉通知书、举证通知书、开庭传票及合议庭组成人员通知书。自公告之日起经过60日即视为送达。提出答辩状和举证的期限分别为公告期满后15日和30日内，并定于举证期满后第3日上午9时在本院第一法庭公开开庭审理，逾期将依法缺席裁判。 xyxy=(615,1087,738,1145)
notice-entry: 本院受理原告与被告买卖合同纠纷一案，因你下落不明，依照《中华人民共和国民事诉讼法》的规定向你公告送达民事判决书，自公告之日起60日内来本院领取，逾期即视为送达。如不服本判决，可在公告期满后15日内向本院递交上诉状，上诉于中级人民法院。 xyxy=(420,497,545,546)
notice-entry: 本院受理的（2021）民初号案件已审理终结。现依法向你公告送达判决书。自公告之日起，经过60日即视为送达。如不服本判决，可在判决书送达之日起15日内，向本院递交上诉状及副本，上诉于本省中级人民法院。逾期本判决即发生法律效力。 xyxy=(420,1796,545,1837)
court-signature: 安徽省合肥市蜀山区人民法院 xyxy=(474,488,545,495)
notice-entry: 本院受理的（2021）民初号案件已审理终结。现依法向你公告送达判决书。自公告之日起，经过60日即视为送达。如不服本判决，可在判决书送达之日起15日内，向本院递交上诉状及副本，上诉于本省中级人民法院。逾期本判决即发生法律效力。 xyxy=(615,1568,738,1609)
notice-entry: 本院受理的（2021）民初号案件已审理终结。现依法向你公告送达判决书。自公告之日起，经过60日即视为送达。如不服本判决，可在判决书送达之日起15日内，向本院递交上诉状及副本，上诉于本省中级人民法院。逾期本判决即发生法律效力。 xyxy=(615,505,738,546)
court-signature: 安徽省合肥市蜀山区人民法院 xyxy=(474,547,545,555)
court-signature: 山西省临汾市中级人民法院 xyxy=(295,1720,360,1728)
notice-entry: 本院受理的（2021）民初号案件已审理终结。现依法向你公告送达判决书。自公告之日起，经过60日即视为送达。如不服本判决，可在判决书送达之日起15日内，向本院递交上诉状及副本，上诉于本省中级人民法院。逾期本判决即发生法律效力。 xyxy=(420,2504,545,2545)
notice-entry: 本院受理的（2021）民初号案件已审理终结。现依法向你公告送达判决书。自公告之日起，经过60日即视为送达。如不服本判决，可在判决书送达之日起15日内，向本院递交上诉状及副本，上诉于本省中级人民法院。逾期本判决即发生法律效力。 xyxy=(420,1973,545,2013)
court-signature: 安徽省合肥市蜀山区人民法院 xyxy=(474,2370,545,2377)
notice-entry: 本院受理原告与被告买卖合同纠纷一案，因你下落不明，依照《中华人民共和国民事诉讼法》的规定向你公告送达民事判决书，自公告之日起60日内来本院领取，逾期即视为送达。如不服本判决，可在公告期满后15日内向本院递交上诉状，上诉于中级人民法院。 xyxy=(420,1028,545,1077)
court-signature: 江苏省徐州市泉山区人民法院 xyxy=(667,438,738,445)
court-signature: 江苏省徐州市泉山区人民法院 xyxy=(667,1146,738,1154)
label-5-8: 5/8 中缝 xyxy=(442,112,528,134)
notice-entry: 本院受理的（2021）民初号案件已审理终结。现依法向你公告送达判决书。自公告之日起，经过60日即视为送达。如不服本判决，可在判决书送达之日起15日内，向本院递交上诉状及副本，上诉于本省中级人民法院。逾期本判决即发生法律效力。 xyxy=(615,1922,738,1963)
notice-entry: 本院受理的（2021）民初号案件已审理终结。现依法向你公告送达判决书。自公告之日起，经过60日即视为送达。如不服本判决，可在判决书送达之日起15日内，向本院递交上诉状及副本，上诉于本省中级人民法院。逾期本判决即发生法律效力。 xyxy=(420,202,545,242)
notice-entry: 本院受理的（2021）民初号案件已审理终结。现依法向你公告送达判决书。自公告之日起，经过60日即视为送达。如不服本判决，可在判决书送达之日起15日内，向本院递交上诉状及副本，上诉于本省中级人民法院。逾期本判决即发生法律效力。 xyxy=(420,556,545,596)
notice-entry: 本院受理的（2021）民初号案件已审理终结。现依法向你公告送达判决书。自公告之日起，经过60日即视为送达。如不服本判决，可在判决书送达之日起15日内，向本院递交上诉状及副本，上诉于本省中级人民法院。逾期本判决即发生法律效力。 xyxy=(615,1391,738,1431)
notice-entry: 本院受理的（2021）民初号案件已审理终结。现依法向你公告送达判决书。自公告之日起，经过60日即视为送达。如不服本判决，可在判决书送达之日起15日内，向本院递交上诉状及副本，上诉于本省中级人民法院。逾期本判决即发生法律效力。 xyxy=(420,1087,545,1128)
notice-entry: 本院受理的（2021）民初号案件已审理终结。现依法向你公告送达判决书。自公告之日起，经过60日即视为送达。如不服本判决，可在判决书送达之日起15日内，向本院递交上诉状及副本，上诉于本省中级人民法院。逾期本判决即发生法律效力。 xyxy=(235,1324,360,1364)
court-signature: 江苏省徐州市泉山区人民法院 xyxy=(667,674,738,681)
court-signature: 安徽省合肥市蜀山区人民法院 xyxy=(474,1307,545,1314)
court-signature: 江苏省徐州市泉山区人民法院 xyxy=(667,1560,738,1567)
court-signature: 江苏省徐州市泉山区人民法院 xyxy=(667,497,738,504)
notice-entry: 本院受理原告与被告买卖合同纠纷一案，因你下落不明，依照《中华人民共和国民事诉讼法》的规定向你公告送达民事判决书，自公告之日起60日内来本院领取，逾期即视为送达。如不服本判决，可在公告期满后15日内向本院递交上诉状，上诉于中级人民法院。 xyxy=(615,1509,738,1558)
label-6-7: 6/7 中缝 xyxy=(626,112,711,134)
notice-entry: 本院受理申请人诉被申请人一案，现依法向你公告送达起诉状副本、应诉通知书、举证通知书、开庭传票及合议庭组成人员通知书。自公告之日起经过60日即视为送达。提出答辩状和举证的期限分别为公告期满后15日和30日内，并定于举证期满后第3日上午9时在本院第一法庭公开开庭审理，逾期将依法缺席裁判。 xyxy=(235,666,360,723)
court-signature: 山西省临汾市中级人民法院 xyxy=(295,1012,360,1018)
court-signature: 山西省临汾市中级人民法院 xyxy=(295,1256,360,1263)
court-signature: 山西省临汾市中级人民法院 xyxy=(295,1315,360,1322)
court-signature: 山西省临汾市中级人民法院 xyxy=(295,1847,360,1854)
notice-entry: 本院受理申请人诉被申请人一案，现依法向你公告送达起诉状副本、应诉通知书、举证通知书、开庭传票及合议庭组成人员通知书。自公告之日起经过60日即视为送达。提出答辩状和举证的期限分别为公告期满后15日和30日内，并定于举证期满后第3日上午9时在本院第一法庭公开开庭审理，逾期将依法缺席裁判。 xyxy=(615,1973,738,2030)
column-body xyxy=(610,197,743,2576)
court-signature: 江苏省徐州市泉山区人民法院 xyxy=(667,2446,738,2453)
court-signature: 江苏省徐州市泉山区人民法院 xyxy=(667,1788,738,1795)
court-signature: 山西省临汾市中级人民法院 xyxy=(295,2252,360,2259)
court-signature: 江苏省徐州市泉山区人民法院 xyxy=(667,319,738,327)
notice-entry: 本院受理的（2021）民初号案件已审理终结。现依法向你公告送达判决书。自公告之日起，经过60日即视为送达。如不服本判决，可在判决书送达之日起15日内，向本院递交上诉状及副本，上诉于本省中级人民法院。逾期本判决即发生法律效力。 xyxy=(615,859,738,900)
column-body xyxy=(415,197,550,2559)
court-signature: 江苏省徐州市泉山区人民法院 xyxy=(667,2387,738,2394)
court-signature: 江苏省徐州市泉山区人民法院 xyxy=(667,1433,738,1441)
court-signature: 安徽省合肥市蜀山区人民法院 xyxy=(474,1433,545,1441)
notice-entry: 本院受理申请人诉被申请人一案，现依法向你公告送达起诉状副本、应诉通知书、举证通知书、开庭传票及合议庭组成人员通知书。自公告之日起经过60日即视为送达。提出答辩状和举证的期限分别为公告期满后15日和30日内，并定于举证期满后第3日上午9时在本院第一法庭公开开庭审理，逾期将依法缺席裁判。 xyxy=(235,1020,360,1077)
court-signature: 安徽省合肥市蜀山区人民法院 xyxy=(474,1552,545,1558)
notice-entry: 本院受理申请人诉被申请人一案，现依法向你公告送达起诉状副本、应诉通知书、举证通知书、开庭传票及合议庭组成人员通知书。自公告之日起经过60日即视为送达。提出答辩状和举证的期限分别为公告期满后15日和30日内，并定于举证期满后第3日上午9时在本院第一法庭公开开庭审理，逾期将依法缺席裁判。 xyxy=(615,910,738,967)
notice-entry: 本院受理原告与被告买卖合同纠纷一案，因你下落不明，依照《中华人民共和国民事诉讼法》的规定向你公告送达民事判决书，自公告之日起60日内来本院领取，逾期即视为送达。如不服本判决，可在公告期满后15日内向本院递交上诉状，上诉于中级人民法院。 xyxy=(235,556,360,605)
court-signature: 山西省临汾市中级人民法院 xyxy=(295,370,360,378)
notice-entry: 本院受理申请人诉被申请人一案，现依法向你公告送达起诉状副本、应诉通知书、举证通知书、开庭传票及合议庭组成人员通知书。自公告之日起经过60日即视为送达。提出答辩状和举证的期限分别为公告期满后15日和30日内，并定于举证期满后第3日上午9时在本院第一法庭公开开庭审理，逾期将依法缺席裁判。 xyxy=(235,1197,360,1254)
